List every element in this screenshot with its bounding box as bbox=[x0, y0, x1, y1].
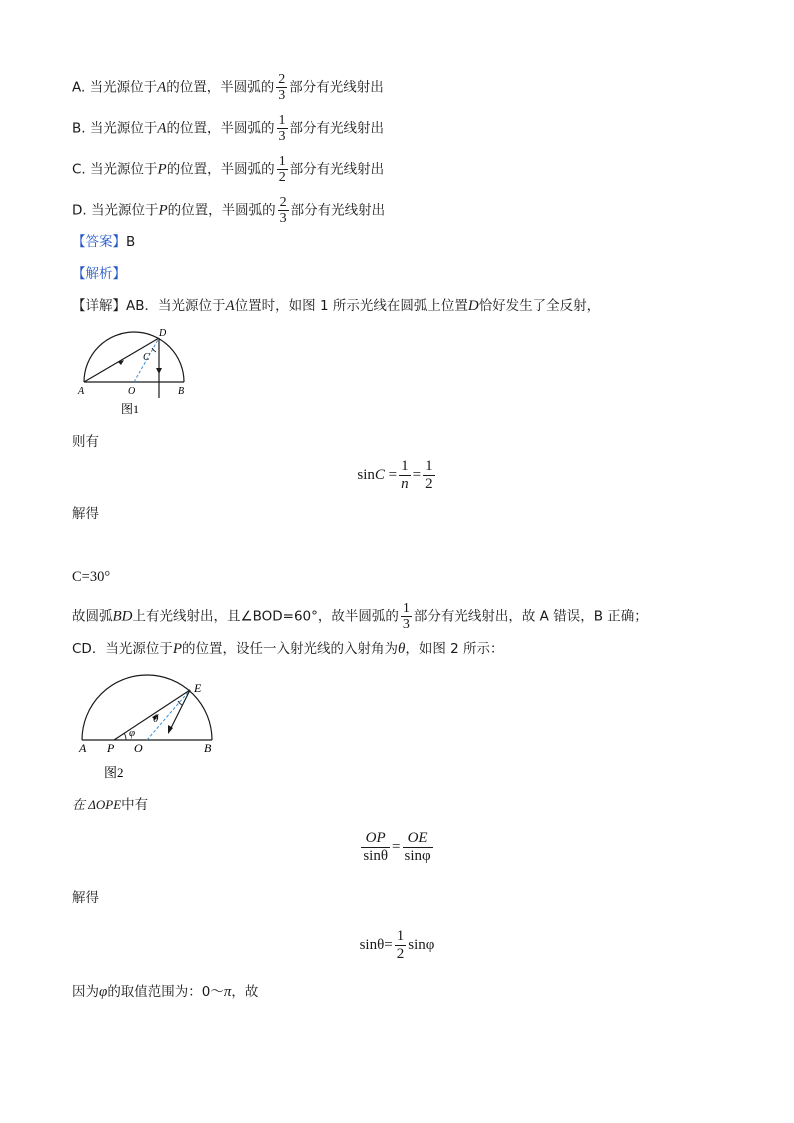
figure-1 bbox=[74, 326, 194, 422]
range-line: 因为φ的取值范围为：0～π，故 bbox=[72, 984, 259, 1000]
label-o: O bbox=[128, 386, 136, 397]
label-phi: φ bbox=[129, 727, 136, 739]
label-e: E bbox=[194, 681, 202, 695]
option-b: B. 当光源位于A的位置，半圆弧的 $\frac{1}{3}$ 部分有光线射出 bbox=[72, 113, 385, 144]
answer-value: B bbox=[126, 234, 136, 250]
label-a: A bbox=[79, 741, 87, 755]
fraction: $\frac{2}{3}$ bbox=[278, 72, 286, 103]
equation-2: $\frac{OP}{\sin\theta}$ = $\frac{OE}{\sin\varphi}$ bbox=[363, 830, 431, 864]
label-b: B bbox=[204, 741, 212, 755]
semicircle-arc bbox=[82, 675, 212, 740]
option-c: C. 当光源位于P的位置，半圆弧的 $\frac{1}{2}$ 部分有光线射出 bbox=[72, 154, 385, 185]
solve-1: 解得 bbox=[72, 506, 99, 522]
then-have: 则有 bbox=[72, 434, 99, 450]
triangle-line: 在 ΔOPE中有 bbox=[72, 797, 149, 813]
option-d: D. 当光源位于P的位置，半圆弧的 $\frac{2}{3}$ 部分有光线射出 bbox=[72, 195, 386, 226]
fraction: $\frac{1}{2}$ bbox=[278, 154, 286, 185]
incident-ray bbox=[114, 690, 190, 740]
fraction: $\frac{2}{3}$ bbox=[279, 195, 287, 226]
label-a: A bbox=[78, 386, 85, 397]
answer-line bbox=[72, 232, 135, 252]
label-o: O bbox=[134, 741, 143, 755]
label-theta: θ bbox=[153, 713, 159, 725]
figure-1-caption: 图1 bbox=[121, 402, 140, 416]
arc-line: 故圆弧BD上有光线射出，且∠BOD=60°，故半圆弧的 $\frac{1}{3}$ 部分有光线射出，故 A 错误，B 正确； bbox=[72, 601, 648, 632]
analysis-heading: 【解析】 bbox=[72, 266, 126, 282]
equation-1: sinC = $\frac{1}{n}$ = $\frac{1}{2}$ bbox=[357, 458, 433, 492]
c-value: C=30° bbox=[72, 569, 111, 585]
answer-tag: 【答案】 bbox=[72, 234, 126, 250]
label-c: C bbox=[143, 352, 150, 363]
label-p: P bbox=[107, 741, 115, 755]
detail-intro: 【详解】AB．当光源位于A位置时，如图 1 所示光线在圆弧上位置D恰好发生了全反射， bbox=[72, 298, 601, 314]
cd-line: CD．当光源位于P的位置，设任一入射光线的入射角为θ，如图 2 所示： bbox=[72, 641, 504, 657]
semicircle-arc bbox=[84, 332, 184, 382]
solve-2: 解得 bbox=[72, 890, 99, 906]
fraction: $\frac{1}{3}$ bbox=[278, 113, 286, 144]
figure-2 bbox=[74, 672, 224, 784]
label-d: D bbox=[159, 328, 167, 339]
figure-2-caption: 图2 bbox=[104, 765, 124, 780]
option-a: A. 当光源位于A的位置，半圆弧的 $\frac{2}{3}$ 部分有光线射出 bbox=[72, 72, 384, 103]
label-b: B bbox=[178, 386, 185, 397]
equation-3: sinθ= $\frac{1}{2}$ sinφ bbox=[359, 928, 435, 962]
